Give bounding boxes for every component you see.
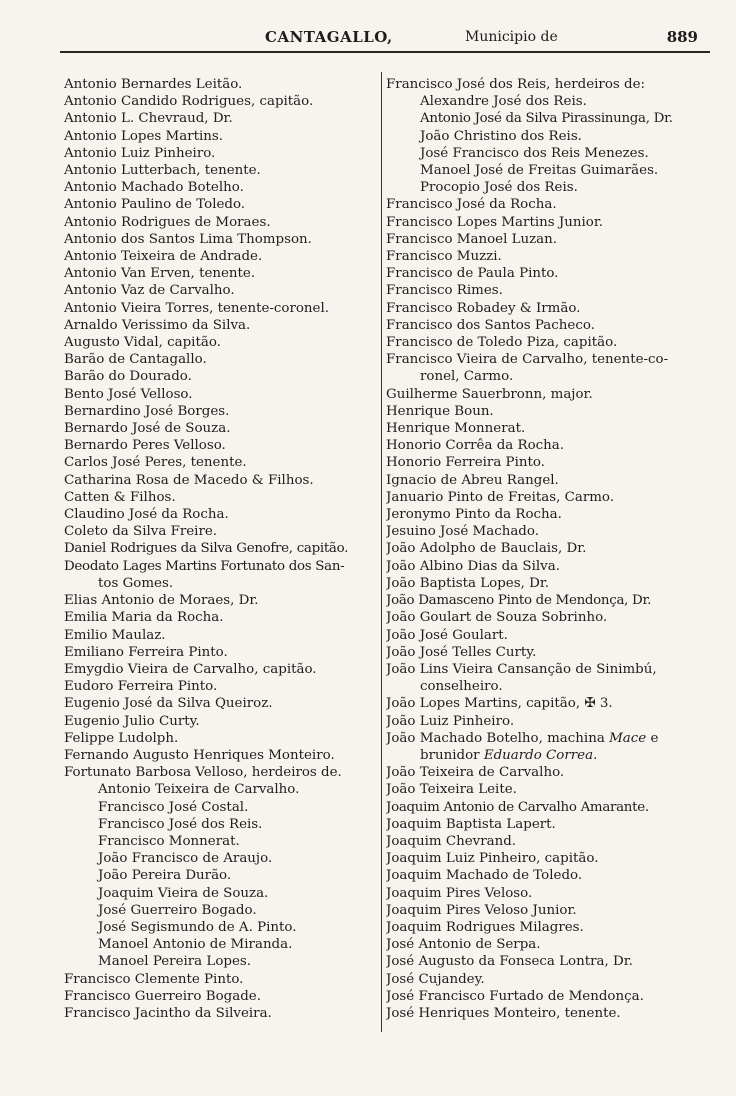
left-column — [64, 76, 378, 1022]
list-item: Francisco José da Rocha. — [386, 197, 557, 213]
list-item: João Teixeira de Carvalho. — [386, 765, 565, 781]
list-item: Emygdio Vieira de Carvalho, capitão. — [64, 661, 317, 677]
list-item: Coleto da Silva Freire. — [64, 524, 218, 540]
list-subitem: Procopio José dos Reis. — [420, 180, 578, 196]
list-item: Antonio Teixeira de Andrade. — [64, 249, 263, 265]
list-item: João Damasceno Pinto de Mendonça, Dr. — [386, 593, 652, 609]
list-item: Antonio Vieira Torres, tenente-coronel. — [64, 300, 330, 316]
list-subitem: João Francisco de Araujo. — [98, 851, 273, 867]
list-item: João Lins Vieira Cansanção de Sinimbú, — [386, 661, 657, 677]
list-item: Daniel Rodrigues da Silva Genofre, capitão. — [64, 541, 349, 557]
page-number: 889 — [666, 28, 698, 46]
list-subitem: Antonio José da Silva Pirassinunga, Dr. — [420, 111, 673, 127]
list-item: Henrique Monnerat. — [386, 421, 526, 437]
list-item: Joaquim Pires Veloso. — [386, 885, 533, 901]
list-item: Fortunato Barbosa Velloso, herdeiros de. — [64, 765, 342, 781]
list-item: João Lopes Martins, capitão, ✠ 3. — [386, 696, 613, 712]
list-item: Francisco Muzzi. — [386, 249, 502, 265]
list-item: Francisco Clemente Pinto. — [64, 971, 244, 987]
list-subitem: Alexandre José dos Reis. — [420, 94, 587, 110]
list-item: Francisco Vieira de Carvalho, tenente-co- — [386, 352, 669, 368]
list-subitem: Antonio Teixeira de Carvalho. — [98, 782, 300, 798]
list-item: Joaquim Baptista Lapert. — [386, 816, 556, 832]
list-item: Bento José Velloso. — [64, 386, 193, 402]
list-subitem: José Segismundo de A. Pinto. — [98, 919, 297, 935]
list-item: Antonio Luiz Pinheiro. — [64, 145, 216, 161]
list-subitem: João Pereira Durão. — [98, 868, 232, 884]
list-item: João José Goulart. — [386, 627, 508, 643]
list-item: Guilherme Sauerbronn, major. — [386, 386, 593, 402]
list-item: Claudino José da Rocha. — [64, 507, 229, 523]
list-item: Joaquim Pires Veloso Junior. — [386, 902, 577, 918]
list-item: José Henriques Monteiro, tenente. — [386, 1005, 621, 1021]
list-item: Francisco de Paula Pinto. — [386, 266, 559, 282]
list-item: Elias Antonio de Moraes, Dr. — [64, 593, 259, 609]
list-item-continuation — [386, 747, 711, 764]
list-item: Francisco dos Santos Pacheco. — [386, 317, 595, 333]
right-column — [386, 76, 711, 1022]
list-item: Barão de Cantagallo. — [64, 352, 207, 368]
list-item: Joaquim Luiz Pinheiro, capitão. — [386, 851, 599, 867]
list-item — [386, 730, 711, 747]
maker-name-italic: Eduardo Correa. — [483, 747, 598, 763]
list-item: Francisco José dos Reis, herdeiros de: — [386, 77, 646, 92]
list-item: Eugenio Julio Curty. — [64, 713, 200, 729]
list-item: Deodato Lages Martins Fortunato dos San- — [64, 558, 345, 574]
list-item-continuation: conselheiro. — [420, 679, 503, 695]
list-item: Antonio Lopes Martins. — [64, 128, 224, 144]
list-item: Augusto Vidal, capitão. — [64, 335, 221, 351]
list-subitem: José Guerreiro Bogado. — [98, 902, 257, 918]
machine-name-italic: Mace — [609, 730, 647, 746]
list-item: Joaquim Rodrigues Milagres. — [386, 919, 584, 935]
page-header — [60, 28, 720, 50]
list-item-text: e — [650, 730, 659, 746]
list-item: Francisco Rimes. — [386, 283, 503, 299]
list-subitem: Manoel Pereira Lopes. — [98, 954, 252, 970]
list-item: Antonio dos Santos Lima Thompson. — [64, 231, 312, 247]
list-item: Honorio Ferreira Pinto. — [386, 455, 545, 471]
list-item: Joaquim Machado de Toledo. — [386, 868, 583, 884]
list-item: Francisco Manoel Luzan. — [386, 231, 558, 247]
list-item: João Teixeira Leite. — [386, 782, 517, 798]
list-item: Antonio Rodrigues de Moraes. — [64, 214, 271, 230]
column-divider — [381, 72, 382, 1032]
list-item: José Francisco Furtado de Mendonça. — [386, 988, 644, 1004]
list-item: João Goulart de Souza Sobrinho. — [386, 610, 608, 626]
list-subitem: João Christino dos Reis. — [420, 128, 582, 144]
list-item: Antonio Candido Rodrigues, capitão. — [64, 94, 314, 110]
list-item: Antonio Machado Botelho. — [64, 180, 244, 196]
list-subitem: Francisco Monnerat. — [98, 833, 240, 849]
list-item: José Cujandey. — [386, 971, 485, 987]
list-item: Catharina Rosa de Macedo & Filhos. — [64, 472, 314, 488]
list-item: Fernando Augusto Henriques Monteiro. — [64, 747, 335, 763]
list-subitem: Francisco José Costal. — [98, 799, 249, 815]
list-item: Francisco Lopes Martins Junior. — [386, 214, 604, 230]
list-item: Joaquim Chevrand. — [386, 833, 517, 849]
list-item: Emilio Maulaz. — [64, 627, 166, 643]
list-item: Bernardo José de Souza. — [64, 421, 231, 437]
list-subitem: Joaquim Vieira de Souza. — [98, 885, 269, 901]
list-item: Catten & Filhos. — [64, 489, 176, 505]
list-item: Francisco Guerreiro Bogade. — [64, 988, 261, 1004]
list-item: Emiliano Ferreira Pinto. — [64, 644, 228, 660]
list-item: Joaquim Antonio de Carvalho Amarante. — [386, 799, 649, 815]
list-item: Antonio Lutterbach, tenente. — [64, 163, 261, 179]
list-item: Januario Pinto de Freitas, Carmo. — [386, 489, 615, 505]
list-item: Emilia Maria da Rocha. — [64, 610, 224, 626]
list-item: Antonio L. Chevraud, Dr. — [64, 111, 233, 127]
list-item: Barão do Dourado. — [64, 369, 192, 385]
list-item: José Antonio de Serpa. — [386, 937, 541, 953]
list-item-text: brunidor — [420, 747, 480, 763]
list-item: João Baptista Lopes, Dr. — [386, 575, 550, 591]
list-item: Carlos José Peres, tenente. — [64, 455, 247, 471]
list-item: Bernardino José Borges. — [64, 403, 230, 419]
list-item-text: João Machado Botelho, machina — [386, 730, 605, 746]
list-item: Ignacio de Abreu Rangel. — [386, 472, 559, 488]
list-item: Jesuino José Machado. — [386, 524, 539, 540]
list-item: Honorio Corrêa da Rocha. — [386, 438, 565, 454]
list-subitem: Manoel Antonio de Miranda. — [98, 937, 293, 953]
list-item: Arnaldo Verissimo da Silva. — [64, 317, 251, 333]
list-subitem: José Francisco dos Reis Menezes. — [420, 145, 649, 161]
list-subitem: Manoel José de Freitas Guimarães. — [420, 163, 659, 179]
list-item: Francisco de Toledo Piza, capitão. — [386, 335, 618, 351]
list-item: João Luiz Pinheiro. — [386, 713, 515, 729]
list-item: Francisco Robadey & Irmão. — [386, 300, 581, 316]
header-rule — [60, 51, 710, 53]
list-item: Bernardo Peres Velloso. — [64, 438, 226, 454]
list-item: Eugenio José da Silva Queiroz. — [64, 696, 273, 712]
list-item-continuation: tos Gomes. — [98, 575, 174, 591]
list-item: Antonio Van Erven, tenente. — [64, 266, 256, 282]
list-item: Antonio Vaz de Carvalho. — [64, 283, 235, 299]
list-item: Antonio Paulino de Toledo. — [64, 197, 246, 213]
list-item: Henrique Boun. — [386, 403, 494, 419]
list-item: Eudoro Ferreira Pinto. — [64, 679, 218, 695]
header-subtitle: Municipio de — [465, 29, 558, 45]
list-item: João Albino Dias da Silva. — [386, 558, 560, 574]
list-item: Jeronymo Pinto da Rocha. — [386, 507, 562, 523]
list-item-continuation: ronel, Carmo. — [420, 369, 514, 385]
list-subitem: Francisco José dos Reis. — [98, 816, 263, 832]
list-item: João Adolpho de Bauclais, Dr. — [386, 541, 587, 557]
list-item: Francisco Jacintho da Silveira. — [64, 1005, 272, 1021]
list-item: Antonio Bernardes Leitão. — [64, 77, 243, 92]
list-item: Felippe Ludolph. — [64, 730, 179, 746]
header-title: CANTAGALLO, — [265, 28, 393, 46]
list-item: José Augusto da Fonseca Lontra, Dr. — [386, 954, 633, 970]
list-item: João José Telles Curty. — [386, 644, 537, 660]
